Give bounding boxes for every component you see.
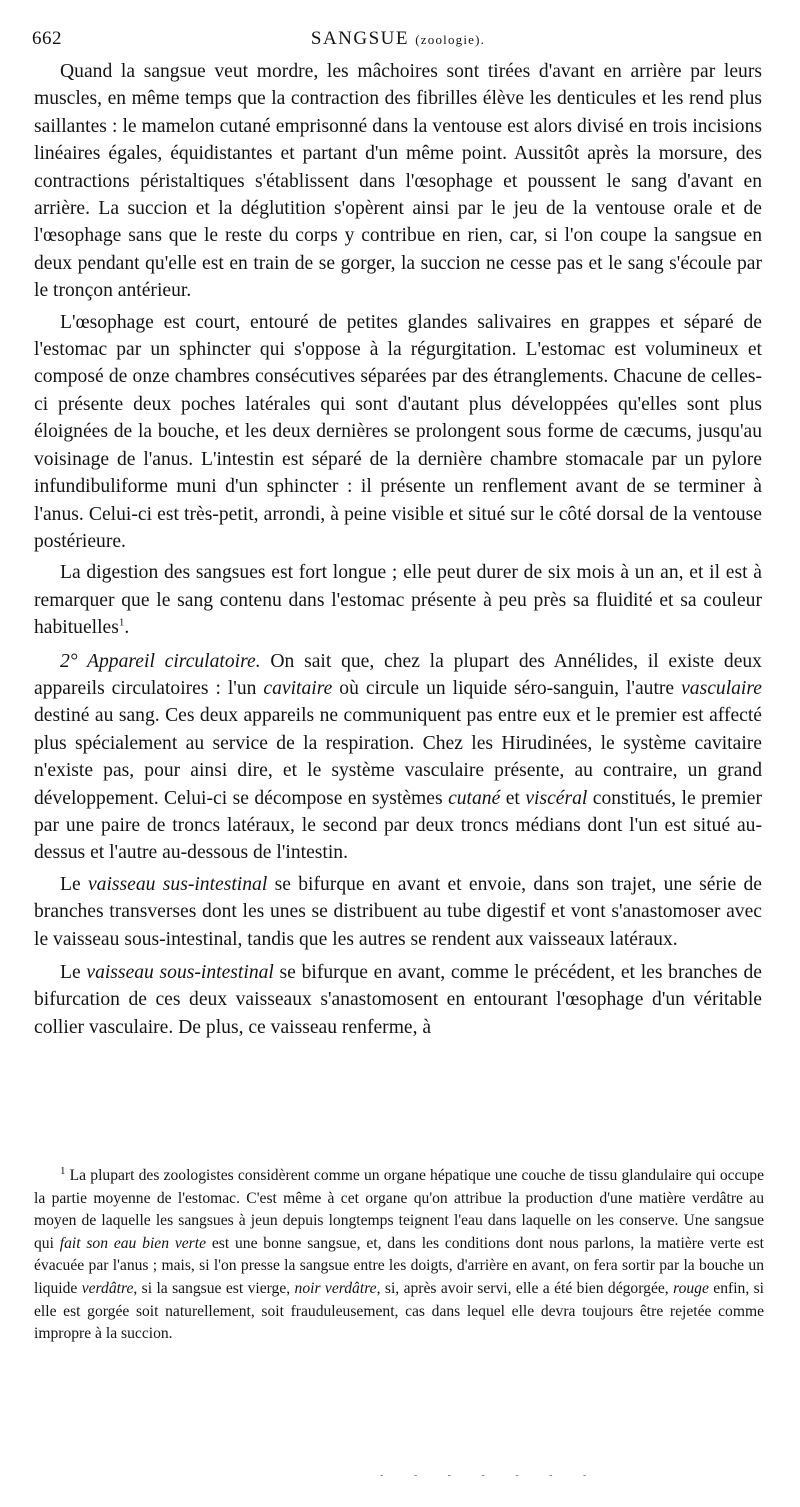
italic-term: vaisseau sous-intestinal bbox=[86, 962, 274, 983]
running-header bbox=[32, 28, 764, 56]
print-marks: - - - - - - - bbox=[380, 1470, 601, 1481]
paragraph: La digestion des sangsues est fort longue ; elle peut durer de six mois à un an, et il est à remarquer que le sang contenu dans l'estomac présente à peu près sa fluidité et sa couleur habituelles$^1$. bbox=[34, 562, 762, 639]
paragraph: Quand la sangsue veut mordre, les mâchoires sont tirées d'avant en arrière par leurs muscles, en même temps que la contraction des fibrilles élève les denticules et les rend plus saillantes : le mamelon cutané emprisonné dans la ventouse est alors divisé en trois incisions linéaires égales, équidistantes et partant d'un même point. Aussitôt après la morsure, des contractions péristaltiques s'établissent dans l'œsophage et poussent le sang d'avant en arrière. La succion et la déglutition s'opèrent ainsi par le jeu de la ventouse orale et de l'œsophage sans que le reste du corps y contribue en rien, car, si l'on coupe la sangsue en deux pendant qu'elle est en train de se gorger, la succion ne cesse pas et le sang s'écoule par le tronçon antérieur. bbox=[34, 61, 762, 302]
text-run: Le bbox=[60, 873, 88, 895]
italic-term: fait son eau bien verte bbox=[59, 1234, 207, 1252]
running-title-subtitle: (zoologie). bbox=[415, 32, 486, 47]
paragraph-text: La digestion des sangsues est fort longue ; elle peut durer de six mois à un an, et il est à remarquer que le sang contenu dans l'estomac présente à peu près sa fluidité et sa couleur habituelles bbox=[34, 562, 762, 639]
italic-term: vaisseau sus-intestinal bbox=[87, 873, 268, 895]
text-run: où circule un liquide séro-sanguin, l'autre bbox=[332, 677, 682, 699]
text-run: est une bonne sangsue, et, dans les conditions dont nous parlons, la matière verte est évacuée par l'anus ; mais, si l'on presse la sangsue entre les doigts, d'arrière en avant, on fera sortir par la bouche un liquide bbox=[34, 1234, 765, 1297]
text-run: La plupart des zoologistes considèrent comme un organe hépatique une couche de tissu glandulaire qui occupe la partie moyenne de l'estomac. C'est même à cet organe qu'on attribue la production d'une matière verdâtre au moyen de laquelle les sangsues à jeun depuis longtemps teignent l'eau dans laquelle on les conserve. Une sangsue qui bbox=[34, 1167, 764, 1252]
text-run: , si la sangsue est vierge, bbox=[133, 1279, 295, 1297]
paragraph bbox=[34, 959, 762, 1041]
main-text bbox=[34, 58, 762, 1045]
text-run: Le bbox=[60, 962, 87, 983]
italic-term: vasculaire bbox=[681, 677, 762, 699]
text-run: constitués, le premier par une paire de troncs latéraux, le second par deux troncs médians dont l'un est situé au-dessus et l'autre au-dessous de l'intestin. bbox=[34, 787, 763, 864]
text-run: se bifurque en avant, comme le précédent, et les branches de bifurcation de ces deux vaisseaux s'anastomosent en entourant l'œsophage d'un véritable collier vasculaire. De plus, ce vaisseau renferme, à bbox=[34, 962, 762, 1038]
text-run: , si, après avoir servi, elle a été bien dégorgée, bbox=[376, 1279, 674, 1297]
running-title bbox=[32, 28, 764, 50]
footnotes bbox=[34, 1165, 764, 1346]
italic-term: cavitaire bbox=[263, 677, 333, 699]
text-run: destiné au sang. Ces deux appareils ne communiquent pas entre eux et le premier est affecté plus spécialement au service de la respiration. Chez les Hirudinées, le système cavitaire n'existe pas, pour ainsi dire, et le système vasculaire présente, au contraire, un grand développement. Celui-ci se décompose en systèmes bbox=[34, 705, 762, 809]
running-title-main: SANGSUE bbox=[310, 28, 409, 49]
italic-term: rouge bbox=[673, 1279, 709, 1297]
text-run: enfin, si elle est gorgée soit naturellement, soit frauduleusement, cas dans lequel elle devra toujours être rejetée comme impropre à la succion. bbox=[34, 1279, 765, 1343]
text-run: et bbox=[500, 787, 526, 809]
paragraph: L'œsophage est court, entouré de petites glandes salivaires en grappes et séparé de l'estomac par un sphincter qui s'oppose à la régurgitation. L'estomac est volumineux et composé de onze chambres consécutives séparées par des étranglements. Chacune de celles-ci présente deux poches latérales qui sont d'autant plus développées qu'elles sont plus éloignées de la bouche, et les deux dernières se prolongent sous forme de cæcums, jusqu'au voisinage de l'anus. L'intestin est séparé de la dernière chambre stomacale par un pylore infundibuliforme muni d'un sphincter : il présente un renflement avant de se terminer à l'anus. Celui-ci est très-petit, arrondi, à peine visible et situé sur le côté dorsal de la ventouse postérieure. bbox=[34, 311, 762, 552]
footnote-mark: 1 bbox=[60, 1164, 66, 1177]
italic-term: cutané bbox=[448, 787, 501, 809]
footnote bbox=[34, 1165, 764, 1346]
section-heading: 2° Appareil circulatoire. bbox=[60, 650, 261, 672]
footnote-reference: 1 bbox=[118, 616, 125, 629]
italic-term: verdâtre bbox=[81, 1279, 134, 1297]
text-run: On sait que, chez la plupart des Annélides, il existe deux appareils circulatoires : l'un bbox=[34, 650, 762, 699]
italic-term: viscéral bbox=[525, 787, 588, 809]
italic-term: noir verdâtre bbox=[294, 1279, 377, 1297]
page-number: 662 bbox=[32, 28, 62, 49]
paragraph bbox=[34, 648, 762, 867]
paragraph bbox=[34, 871, 762, 953]
text-run: se bifurque en avant et envoie, dans son trajet, une série de branches transverses dont les unes se distribuent au tube digestif et vont s'anastomoser avec le vaisseau sous-intestinal, tandis que les autres se rendent aux vaisseaux latéraux. bbox=[34, 873, 762, 950]
